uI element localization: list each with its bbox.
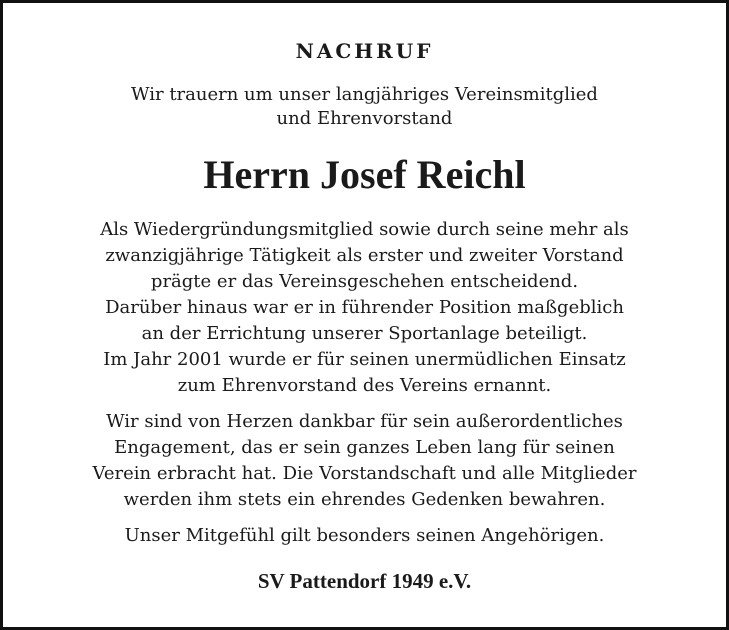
deceased-name: Herrn Josef Reichl xyxy=(203,152,526,197)
text-line: Wir sind von Herzen dankbar für sein außerordentliches xyxy=(106,411,623,432)
text-line: Darüber hinaus war er in führender Position maßgeblich xyxy=(105,297,624,318)
intro-line: Wir trauern um unser langjähriges Vereinsmitglied xyxy=(131,84,598,105)
text-line: Als Wiedergründungsmitglied sowie durch seine mehr als xyxy=(100,219,629,240)
paragraph-2 xyxy=(3,409,726,513)
paragraph-3: Unser Mitgefühl gilt besonders seinen Angehörigen. xyxy=(124,525,605,546)
intro xyxy=(3,83,726,131)
text-line: zum Ehrenvorstand des Vereins ernannt. xyxy=(177,375,552,396)
text-line: werden ihm stets ein ehrendes Gedenken bewahren. xyxy=(123,489,606,510)
text-line: Verein erbracht hat. Die Vorstandschaft und alle Mitglieder xyxy=(92,463,637,484)
text-line: zwanzigjährige Tätigkeit als erster und zweiter Vorstand xyxy=(105,245,624,266)
text-line: an der Errichtung unserer Sportanlage beteiligt. xyxy=(141,323,588,344)
text-line: Engagement, das er sein ganzes Leben lang für seinen xyxy=(114,437,615,458)
signature: SV Pattendorf 1949 e.V. xyxy=(257,569,472,593)
paragraph-1 xyxy=(3,217,726,399)
text-line: Im Jahr 2001 wurde er für seinen unermüdlichen Einsatz xyxy=(103,349,626,370)
heading: NACHRUF xyxy=(295,39,434,63)
text-line: prägte er das Vereinsgeschehen entscheidend. xyxy=(150,271,579,292)
intro-line: und Ehrenvorstand xyxy=(276,108,453,129)
